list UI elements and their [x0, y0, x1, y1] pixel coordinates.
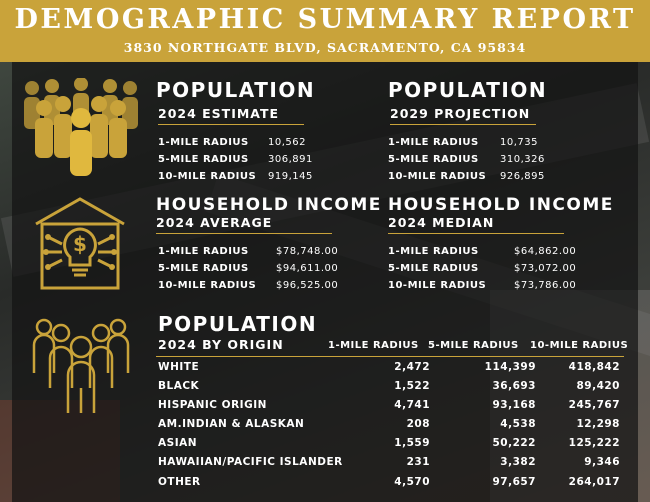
row-label: 5-MILE RADIUS: [388, 154, 479, 165]
table-row: [158, 263, 348, 280]
origin-column-header-1mi: 1-MILE RADIUS: [328, 340, 419, 351]
header-banner: [0, 0, 650, 62]
people-group-outline-icon: [32, 313, 130, 415]
people-crowd-icon: [22, 78, 140, 178]
origin-label: WHITE: [158, 361, 200, 373]
origin-value-5mi: 3,382: [500, 456, 536, 468]
row-value: 10,562: [268, 137, 306, 148]
origin-value-10mi: 125,222: [568, 437, 620, 449]
row-label: 10-MILE RADIUS: [388, 280, 487, 291]
table-row: [158, 476, 622, 495]
origin-column-header-5mi: 5-MILE RADIUS: [428, 340, 519, 351]
table-row: [388, 246, 578, 263]
pop-estimate-title: POPULATION: [156, 78, 316, 102]
svg-text:$: $: [73, 232, 87, 256]
row-label: 1-MILE RADIUS: [388, 246, 479, 257]
pop-estimate-subtitle: 2024 ESTIMATE: [158, 106, 304, 125]
row-label: 5-MILE RADIUS: [158, 154, 249, 165]
origin-value-1mi: 231: [406, 456, 430, 468]
row-value: 310,326: [500, 154, 545, 165]
origin-value-1mi: 1,522: [394, 380, 430, 392]
table-row: [158, 418, 622, 437]
report-title: DEMOGRAPHIC SUMMARY REPORT: [14, 4, 636, 35]
row-label: 1-MILE RADIUS: [158, 137, 249, 148]
table-row: [158, 280, 348, 297]
table-row: [388, 280, 578, 297]
table-row: [158, 361, 622, 380]
origin-label: ASIAN: [158, 437, 198, 449]
origin-column-header-10mi: 10-MILE RADIUS: [530, 340, 629, 351]
origin-value-1mi: 4,570: [394, 476, 430, 488]
origin-title: POPULATION: [158, 312, 318, 336]
origin-value-5mi: 93,168: [492, 399, 536, 411]
origin-value-1mi: 1,559: [394, 437, 430, 449]
house-lightbulb-dollar-icon: [30, 196, 130, 291]
table-row: [158, 380, 622, 399]
table-row: [158, 154, 313, 171]
row-value: $73,786.00: [514, 280, 577, 291]
table-row: [388, 263, 578, 280]
row-value: 10,735: [500, 137, 538, 148]
origin-label: AM.INDIAN & ALASKAN: [158, 418, 305, 430]
table-row: [158, 246, 348, 263]
origin-value-5mi: 4,538: [500, 418, 536, 430]
property-address: 3830 NORTHGATE BLVD, SACRAMENTO, CA 95834: [123, 40, 527, 55]
pop-estimate-rows: [158, 137, 313, 188]
hh-average-rows: [158, 246, 348, 297]
hh-median-subtitle: 2024 MEDIAN: [388, 215, 564, 234]
origin-value-5mi: 97,657: [492, 476, 536, 488]
pop-projection-subtitle: 2029 PROJECTION: [390, 106, 536, 125]
row-label: 1-MILE RADIUS: [388, 137, 479, 148]
row-label: 10-MILE RADIUS: [158, 280, 257, 291]
origin-value-1mi: 4,741: [394, 399, 430, 411]
origin-label: HISPANIC ORIGIN: [158, 399, 267, 411]
origin-value-10mi: 9,346: [584, 456, 620, 468]
row-value: $73,072.00: [514, 263, 577, 274]
table-row: [388, 137, 538, 154]
pop-projection-rows: [388, 137, 545, 188]
row-value: $96,525.00: [276, 280, 339, 291]
row-value: $94,611.00: [276, 263, 339, 274]
row-label: 10-MILE RADIUS: [158, 171, 257, 182]
origin-value-10mi: 264,017: [568, 476, 620, 488]
origin-value-5mi: 114,399: [484, 361, 536, 373]
origin-value-5mi: 36,693: [492, 380, 536, 392]
origin-value-10mi: 245,767: [568, 399, 620, 411]
hh-average-title: HOUSEHOLD INCOME: [156, 195, 382, 215]
row-value: $64,862.00: [514, 246, 577, 257]
pop-projection-title: POPULATION: [388, 78, 548, 102]
row-label: 10-MILE RADIUS: [388, 171, 487, 182]
table-row: [388, 154, 545, 171]
row-label: 5-MILE RADIUS: [388, 263, 479, 274]
hh-median-title: HOUSEHOLD INCOME: [388, 195, 614, 215]
table-row: [158, 399, 622, 418]
table-row: [158, 171, 313, 188]
table-row: [158, 456, 622, 475]
table-row: [158, 437, 622, 456]
row-value: $78,748.00: [276, 246, 339, 257]
origin-value-10mi: 12,298: [576, 418, 620, 430]
table-row: [388, 171, 545, 188]
origin-label: BLACK: [158, 380, 200, 392]
table-row: [158, 137, 308, 154]
origin-label: HAWAIIAN/PACIFIC ISLANDER: [158, 456, 343, 468]
row-value: 926,895: [500, 171, 545, 182]
hh-average-subtitle: 2024 AVERAGE: [156, 215, 332, 234]
origin-value-1mi: 208: [406, 418, 430, 430]
row-value: 919,145: [268, 171, 313, 182]
origin-label: OTHER: [158, 476, 201, 488]
origin-value-5mi: 50,222: [492, 437, 536, 449]
origin-subtitle: 2024 BY ORIGIN: [158, 337, 284, 352]
row-label: 1-MILE RADIUS: [158, 246, 249, 257]
origin-value-10mi: 89,420: [576, 380, 620, 392]
origin-value-1mi: 2,472: [394, 361, 430, 373]
origin-value-10mi: 418,842: [568, 361, 620, 373]
row-label: 5-MILE RADIUS: [158, 263, 249, 274]
origin-divider: [156, 356, 624, 357]
row-value: 306,891: [268, 154, 313, 165]
hh-median-rows: [388, 246, 578, 297]
